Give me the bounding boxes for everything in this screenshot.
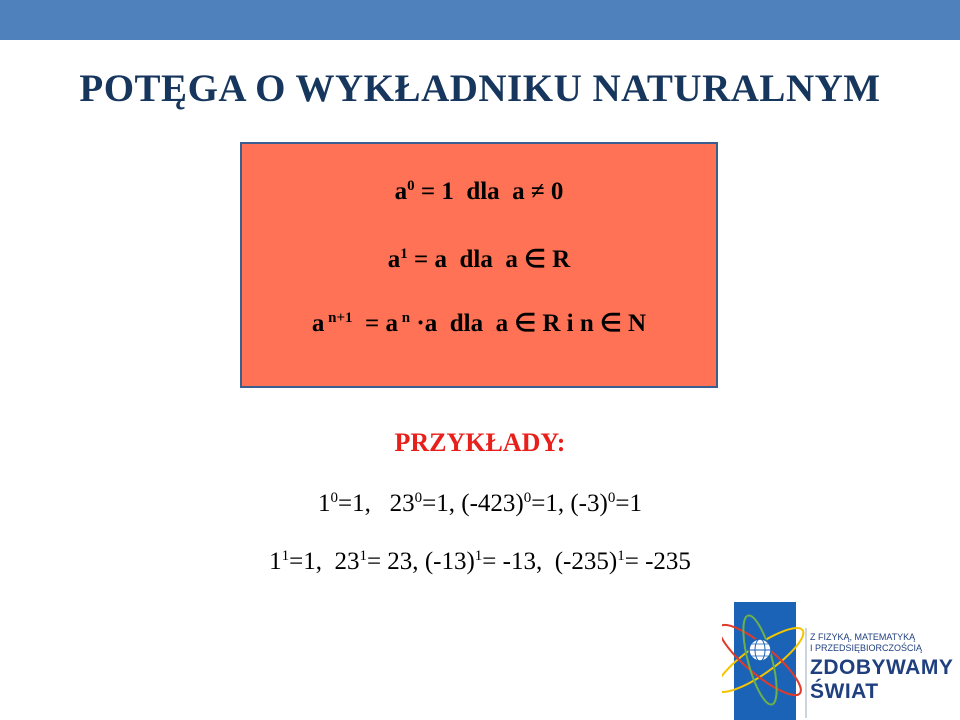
- formula-recursive: [242, 308, 716, 338]
- examples-row-one: [0, 548, 960, 576]
- logo-word-1: ZDOBYWAMY: [810, 656, 954, 679]
- formula-base: a: [394, 178, 408, 205]
- formula-exponent: 0: [407, 178, 415, 194]
- formula-mid: = a: [352, 310, 399, 337]
- example-exponent: 0: [330, 490, 339, 506]
- formula-base: a: [387, 246, 401, 273]
- example-result: = 23,: [366, 548, 425, 575]
- example-base: 1: [269, 548, 282, 575]
- logo-tagline-1: Z FIZYKĄ, MATEMATYKĄ: [810, 632, 916, 642]
- example-exponent: 0: [523, 490, 532, 506]
- example-exponent: 0: [607, 490, 616, 506]
- top-bar: [0, 0, 960, 40]
- example-exponent: 1: [359, 548, 367, 564]
- formula-box: [240, 142, 718, 388]
- formula-rest: = 1 dla a ≠ 0: [414, 178, 564, 205]
- slide-title: POTĘGA O WYKŁADNIKU NATURALNYM: [79, 67, 881, 110]
- example-base: (-235): [554, 548, 618, 575]
- formula-exponent: 1: [400, 246, 408, 262]
- example-exponent: 1: [281, 548, 290, 564]
- logo-blue-block: [734, 602, 796, 720]
- example-result: = -13,: [482, 548, 555, 575]
- formula-zero-exponent: [242, 178, 716, 206]
- example-base: (-3): [570, 490, 608, 517]
- example-base: (-423): [461, 490, 524, 517]
- example-result: =1,: [338, 490, 390, 517]
- example-exponent: 1: [617, 548, 625, 564]
- example-base: (-13): [424, 548, 475, 575]
- example-exponent: 0: [414, 490, 423, 506]
- logo-word-2: ŚWIAT: [810, 680, 879, 703]
- example-result: =1,: [531, 490, 571, 517]
- example-result: =1,: [289, 548, 335, 575]
- examples-heading: PRZYKŁADY:: [394, 428, 566, 457]
- formula-exponent: n+1: [324, 310, 353, 326]
- logo-text: [810, 632, 960, 704]
- formula-exponent-2: n: [398, 310, 411, 326]
- formula-base: a: [311, 310, 325, 337]
- example-result: =1: [615, 490, 642, 517]
- example-base: 23: [389, 490, 415, 517]
- example-base: 1: [318, 490, 331, 517]
- formula-rest: ·a dla a ∈ R i n ∈ N: [410, 310, 647, 337]
- formula-rest: = a dla a ∈ R: [407, 246, 571, 273]
- example-result: =1,: [422, 490, 462, 517]
- examples-row-zero: [0, 490, 960, 518]
- logo-tagline-2: I PRZEDSIĘBIORCZOŚCIĄ: [810, 643, 923, 653]
- formula-first-exponent: [242, 244, 716, 274]
- example-result: = -235: [624, 548, 691, 575]
- example-base: 23: [334, 548, 360, 575]
- example-exponent: 1: [474, 548, 483, 564]
